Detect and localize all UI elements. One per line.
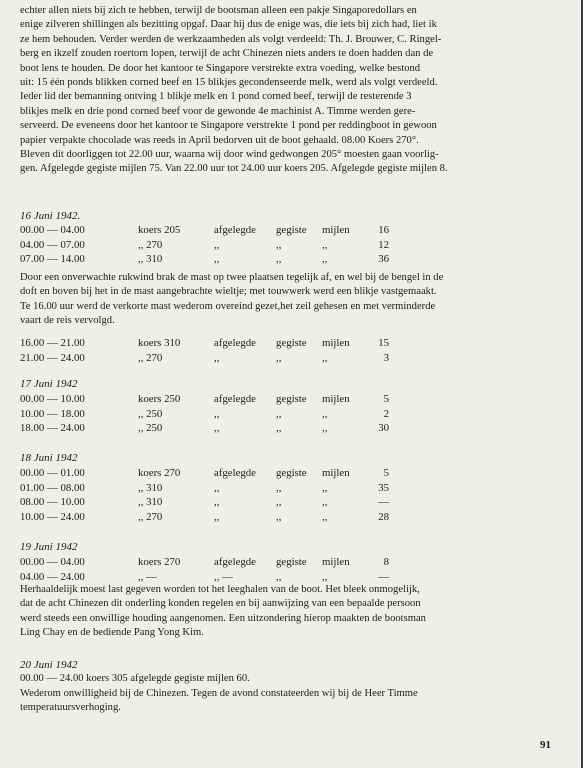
text-line: Bleven dit doorliggen tot 22.00 uur, waarna wij door wind gedwongen 205° moesten gaan voorlig- <box>20 149 439 161</box>
course: ,, 310 <box>138 253 163 266</box>
miles-value: 15 <box>378 337 389 349</box>
estimated-label: gegiste <box>276 224 307 236</box>
miles-value: 35 <box>378 481 389 494</box>
text-line: Herhaaldelijk moest last gegeven worden tot het leeghalen van de boot. Het bleek onmogelijk, <box>20 584 420 595</box>
date-heading: 16 Juni 1942. <box>20 210 81 222</box>
miles-label: mijlen <box>322 393 350 405</box>
log-table <box>20 555 389 584</box>
covered-label: ,, <box>214 481 220 494</box>
log-row <box>20 392 389 407</box>
miles-label: mijlen <box>322 224 350 236</box>
estimated-label: ,, <box>276 570 282 583</box>
time-range: 18.00 — 24.00 <box>20 422 85 435</box>
estimated-label: ,, <box>276 407 282 420</box>
text-line: uit: 15 één ponds blikken corned beef en 15 blikjes gecondenseerde melk, werd als volgt verdeeld. <box>20 77 438 89</box>
text-line: vaart de reis vervolgd. <box>20 315 115 327</box>
time-range: 00.00 — 10.00 <box>20 393 85 405</box>
text-line: ze hem behouden. Verder werden de werkzaamheden als volgt verdeeld: Th. J. Brouwer, C. Ringel- <box>20 33 442 45</box>
course: ,, 250 <box>138 407 163 420</box>
log-row <box>20 351 389 366</box>
log-row <box>20 570 389 585</box>
miles-value: 5 <box>383 393 389 405</box>
time-range: 01.00 — 08.00 <box>20 481 85 494</box>
course: ,, 250 <box>138 422 163 435</box>
log-row <box>20 510 389 525</box>
covered-label: ,, <box>214 253 220 266</box>
estimated-label: ,, <box>276 481 282 494</box>
estimated-label: gegiste <box>276 556 307 568</box>
covered-label: ,, <box>214 351 220 364</box>
log-row <box>20 252 389 267</box>
text-line: boot lens te houden. De door het kantoor te Singapore verstrekte extra voeding, welke bestond <box>20 62 421 74</box>
time-range: 07.00 — 14.00 <box>20 253 85 266</box>
miles-value: 16 <box>378 224 389 236</box>
estimated-label: ,, <box>276 253 282 266</box>
course: ,, — <box>138 570 157 583</box>
miles-label: mijlen <box>322 467 350 479</box>
estimated-label: ,, <box>276 496 282 509</box>
miles-label: mijlen <box>322 337 350 349</box>
page-number: 91 <box>540 739 551 751</box>
log-table <box>20 466 389 524</box>
miles-label: ,, <box>322 496 328 509</box>
covered-label: afgelegde <box>214 337 256 349</box>
log-row <box>20 481 389 496</box>
course: koers 270 <box>138 467 181 479</box>
time-range: 00.00 — 04.00 <box>20 224 85 236</box>
text-line: gen. Afgelegde gegiste mijlen 75. Van 22.00 uur tot 24.00 uur koers 205. Afgelegde gegiste mijlen 8. <box>20 163 448 175</box>
covered-label: afgelegde <box>214 224 256 236</box>
text-line: Ling Chay en de bediende Pang Yong Kim. <box>20 627 204 639</box>
date-heading: 17 Juni 1942 <box>20 378 78 390</box>
miles-value: 12 <box>378 238 389 251</box>
estimated-label: gegiste <box>276 337 307 349</box>
text-line: werd steeds een onwillige houding aangenomen. Een uitzondering hierop maakten de bootsman <box>20 612 426 624</box>
covered-label: afgelegde <box>214 467 256 479</box>
note-paragraph <box>20 583 557 641</box>
log-row <box>20 495 389 510</box>
time-range: 04.00 — 07.00 <box>20 238 85 251</box>
text-line: Wederom onwilligheid bij de Chinezen. Tegen de avond constateerden wij bij de Heer Timme <box>20 688 418 699</box>
time-range: 00.00 — 01.00 <box>20 467 85 479</box>
text-line: blikjes melk en drie pond corned beef voor de gewonde 4e machinist A. Timme werden gere- <box>20 105 416 117</box>
text-line: echter allen niets bij zich te hebben, terwijl de bootsman alleen een pakje Singaporedollars en <box>20 5 417 16</box>
text-line: Te 16.00 uur werd de verkorte mast wederom overeind gezet,het zeil gehesen en met verminderde <box>20 300 436 312</box>
covered-label: ,, <box>214 407 220 420</box>
miles-label: ,, <box>322 481 328 494</box>
text-line: enige zilveren shillingen als bezitting opgaf. Daar hij dus de enige was, die iets bij zich had, liet ik <box>20 19 437 31</box>
miles-label: ,, <box>322 407 328 420</box>
covered-label: ,, <box>214 496 220 509</box>
log-row <box>20 466 389 481</box>
miles-value: 30 <box>378 422 389 435</box>
time-range: 00.00 — 04.00 <box>20 556 85 568</box>
text-line: doft en boven bij het in de mast aangebrachte wieltje; met touwwerk werd een blikje vastgemaakt. <box>20 286 437 298</box>
note-paragraph <box>20 271 557 329</box>
miles-value: 3 <box>383 351 389 364</box>
miles-value: 28 <box>378 510 389 523</box>
covered-label: ,, <box>214 238 220 251</box>
course: ,, 310 <box>138 496 163 509</box>
miles-value: 5 <box>383 467 389 479</box>
date-heading: 19 Juni 1942 <box>20 541 78 553</box>
time-range: 08.00 — 10.00 <box>20 496 85 509</box>
course: koers 205 <box>138 224 181 236</box>
estimated-label: ,, <box>276 238 282 251</box>
text-line: Door een onverwachte rukwind brak de mast op twee plaatsen tegelijk af, en wel bij de bengel in de <box>20 272 444 283</box>
miles-label: ,, <box>322 253 328 266</box>
estimated-label: ,, <box>276 422 282 435</box>
log-row <box>20 223 389 238</box>
date-heading: 20 Juni 1942 <box>20 659 78 671</box>
covered-label: ,, <box>214 510 220 523</box>
miles-label: ,, <box>322 570 328 583</box>
covered-label: ,, — <box>214 570 233 583</box>
note-paragraph <box>20 687 557 716</box>
miles-label: ,, <box>322 422 328 435</box>
course: ,, 270 <box>138 510 163 523</box>
miles-label: mijlen <box>322 556 350 568</box>
miles-value: — <box>378 570 389 583</box>
course: koers 310 <box>138 337 181 349</box>
text-line: Ieder lid der bemanning ontving 1 blikje melk en 1 pond corned beef, terwijl de resterende 3 <box>20 91 412 103</box>
miles-value: 2 <box>383 407 389 420</box>
log-table <box>20 392 389 436</box>
log-table <box>20 336 389 365</box>
course: ,, 270 <box>138 238 163 251</box>
estimated-label: gegiste <box>276 393 307 405</box>
covered-label: afgelegde <box>214 393 256 405</box>
log-row <box>20 421 389 436</box>
miles-value: — <box>378 496 389 509</box>
log-row <box>20 555 389 570</box>
single-entry <box>20 672 557 686</box>
text-line: serveerd. De eveneens door het kantoor te Singapore verstrekte 1 pond per reddingboot in gewoon <box>20 120 437 132</box>
time-range: 10.00 — 24.00 <box>20 510 85 523</box>
text-line: dat de acht Chinezen dit onderling konden regelen en bij aanwijzing van een bepaalde persoon <box>20 598 421 610</box>
miles-value: 8 <box>383 556 389 568</box>
covered-label: afgelegde <box>214 556 256 568</box>
estimated-label: ,, <box>276 351 282 364</box>
time-range: 04.00 — 24.00 <box>20 570 85 583</box>
text-line: 00.00 — 24.00 koers 305 afgelegde gegiste mijlen 60. <box>20 673 250 684</box>
estimated-label: gegiste <box>276 467 307 479</box>
course: ,, 270 <box>138 351 163 364</box>
course: koers 270 <box>138 556 181 568</box>
estimated-label: ,, <box>276 510 282 523</box>
date-heading: 18 Juni 1942 <box>20 452 78 464</box>
course: ,, 310 <box>138 481 163 494</box>
log-table <box>20 223 389 267</box>
miles-value: 36 <box>378 253 389 266</box>
covered-label: ,, <box>214 422 220 435</box>
course: koers 250 <box>138 393 181 405</box>
miles-label: ,, <box>322 510 328 523</box>
intro-paragraph <box>20 4 557 177</box>
log-row <box>20 238 389 253</box>
time-range: 16.00 — 21.00 <box>20 337 85 349</box>
text-line: temperatuursverhoging. <box>20 702 121 714</box>
time-range: 21.00 — 24.00 <box>20 351 85 364</box>
time-range: 10.00 — 18.00 <box>20 407 85 420</box>
miles-label: ,, <box>322 238 328 251</box>
miles-label: ,, <box>322 351 328 364</box>
log-row <box>20 336 389 351</box>
log-row <box>20 407 389 422</box>
text-line: papier verpakte chocolade was reeds in April bedorven uit de boot gehaald. 08.00 Koers 270°. <box>20 134 419 146</box>
text-line: berg en ikzelf zouden roertorn lopen, terwijl de acht Chinezen niets anders te doen hadden dan de <box>20 48 434 60</box>
